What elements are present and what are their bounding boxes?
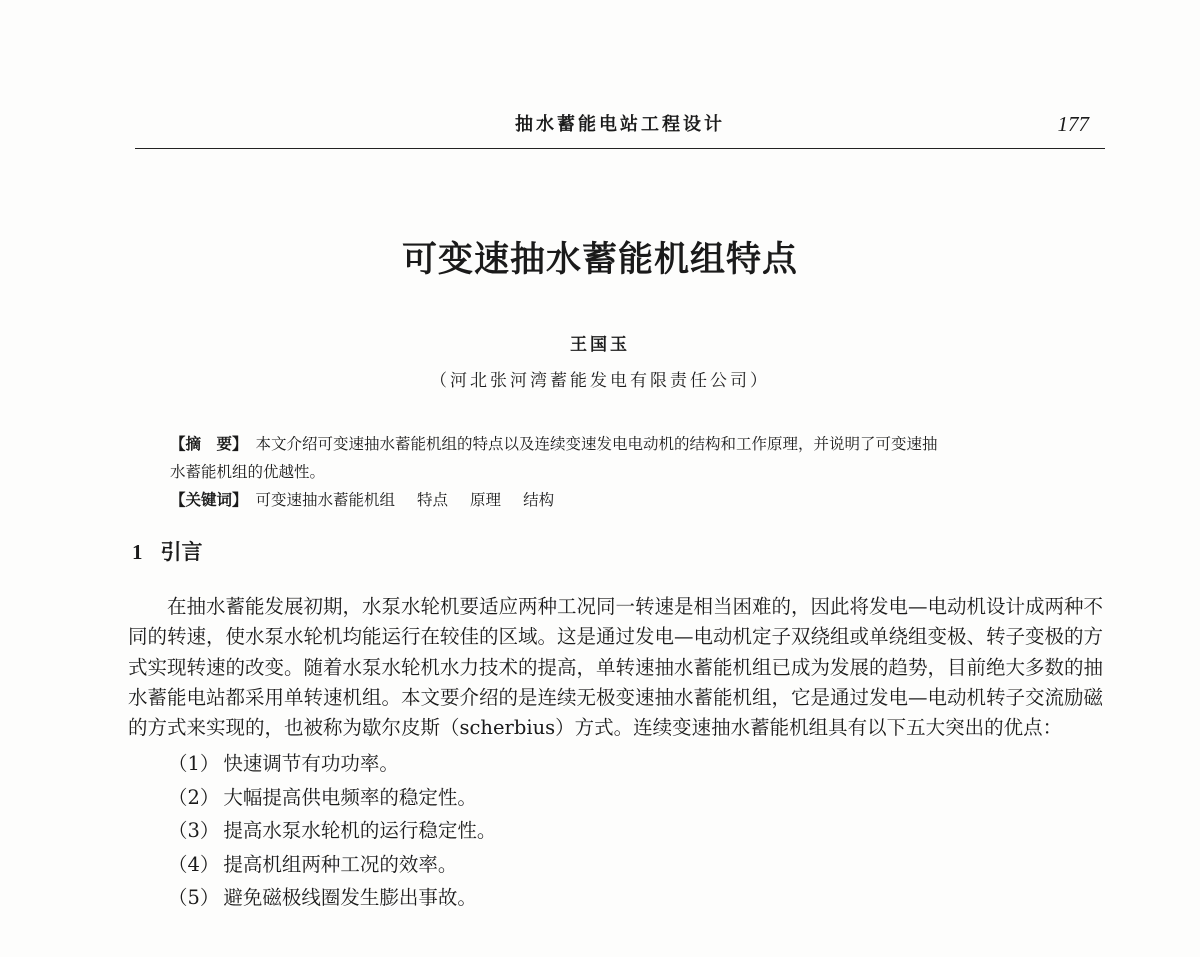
advantages-list [128, 747, 1103, 915]
page-number: 177 [1057, 112, 1089, 136]
intro-paragraph: 在抽水蓄能发展初期，水泵水轮机要适应两种工况同一转速是相当困难的，因此将发电—电动机设计成两种不同的转速，使水泵水轮机均能运行在较佳的区域。这是通过发电—电动机定子双绕组或单绕组变极、转子变极的方式实现转速的改变。随着水泵水轮机水力技术的提高，单转速抽水蓄能机组已成为发展的趋势，目前绝大多数的抽水蓄能电站都采用单转速机组。本文要介绍的是连续无极变速抽水蓄能机组，它是通过发电—电动机转子交流励磁的方式来实现的，也被称为歇尔皮斯（scherbius）方式。连续变速抽水蓄能机组具有以下五大突出的优点： [128, 595, 1104, 740]
list-item [128, 848, 1103, 882]
running-header [135, 104, 1105, 149]
abstract-line-1 [170, 430, 1070, 458]
abstract-label: 【摘 要】 [170, 435, 248, 453]
keywords-line [170, 486, 1070, 514]
list-item-number: （2） [168, 785, 220, 809]
running-title: 抽水蓄能电站工程设计 [515, 114, 725, 135]
section-heading [132, 536, 203, 566]
list-item [128, 814, 1103, 848]
keyword: 结构 [523, 491, 555, 509]
list-item-text: 大幅提高供电频率的稳定性。 [223, 785, 477, 809]
author-name: 王国玉 [570, 335, 630, 355]
list-item-number: （5） [168, 886, 220, 910]
keyword: 特点 [417, 491, 449, 509]
abstract-block [170, 430, 1070, 514]
abstract-text-line-2: 水蓄能机组的优越性。 [170, 463, 326, 481]
list-item-text: 提高水泵水轮机的运行稳定性。 [223, 819, 497, 843]
list-item-text: 提高机组两种工况的效率。 [223, 852, 458, 876]
keyword: 可变速抽水蓄能机组 [255, 491, 396, 509]
list-item-text: 快速调节有功功率。 [223, 752, 399, 776]
body-text [128, 592, 1103, 915]
list-item-number: （3） [168, 819, 220, 843]
section-number: 1 [132, 540, 143, 564]
list-item [128, 747, 1103, 781]
keywords-label: 【关键词】 [170, 491, 248, 509]
author-affiliation: （河北张河湾蓄能发电有限责任公司） [430, 371, 770, 391]
list-item-number: （1） [168, 752, 220, 776]
list-item-number: （4） [168, 852, 220, 876]
keyword: 原理 [470, 491, 502, 509]
list-item-text: 避免磁极线圈发生膨出事故。 [223, 886, 477, 910]
abstract-text-line-1: 本文介绍可变速抽水蓄能机组的特点以及连续变速发电电动机的结构和工作原理，并说明了可变速抽 [255, 435, 938, 453]
article-title: 可变速抽水蓄能机组特点 [401, 240, 798, 280]
list-item [128, 881, 1103, 915]
section-title: 引言 [160, 540, 203, 564]
list-item [128, 781, 1103, 815]
